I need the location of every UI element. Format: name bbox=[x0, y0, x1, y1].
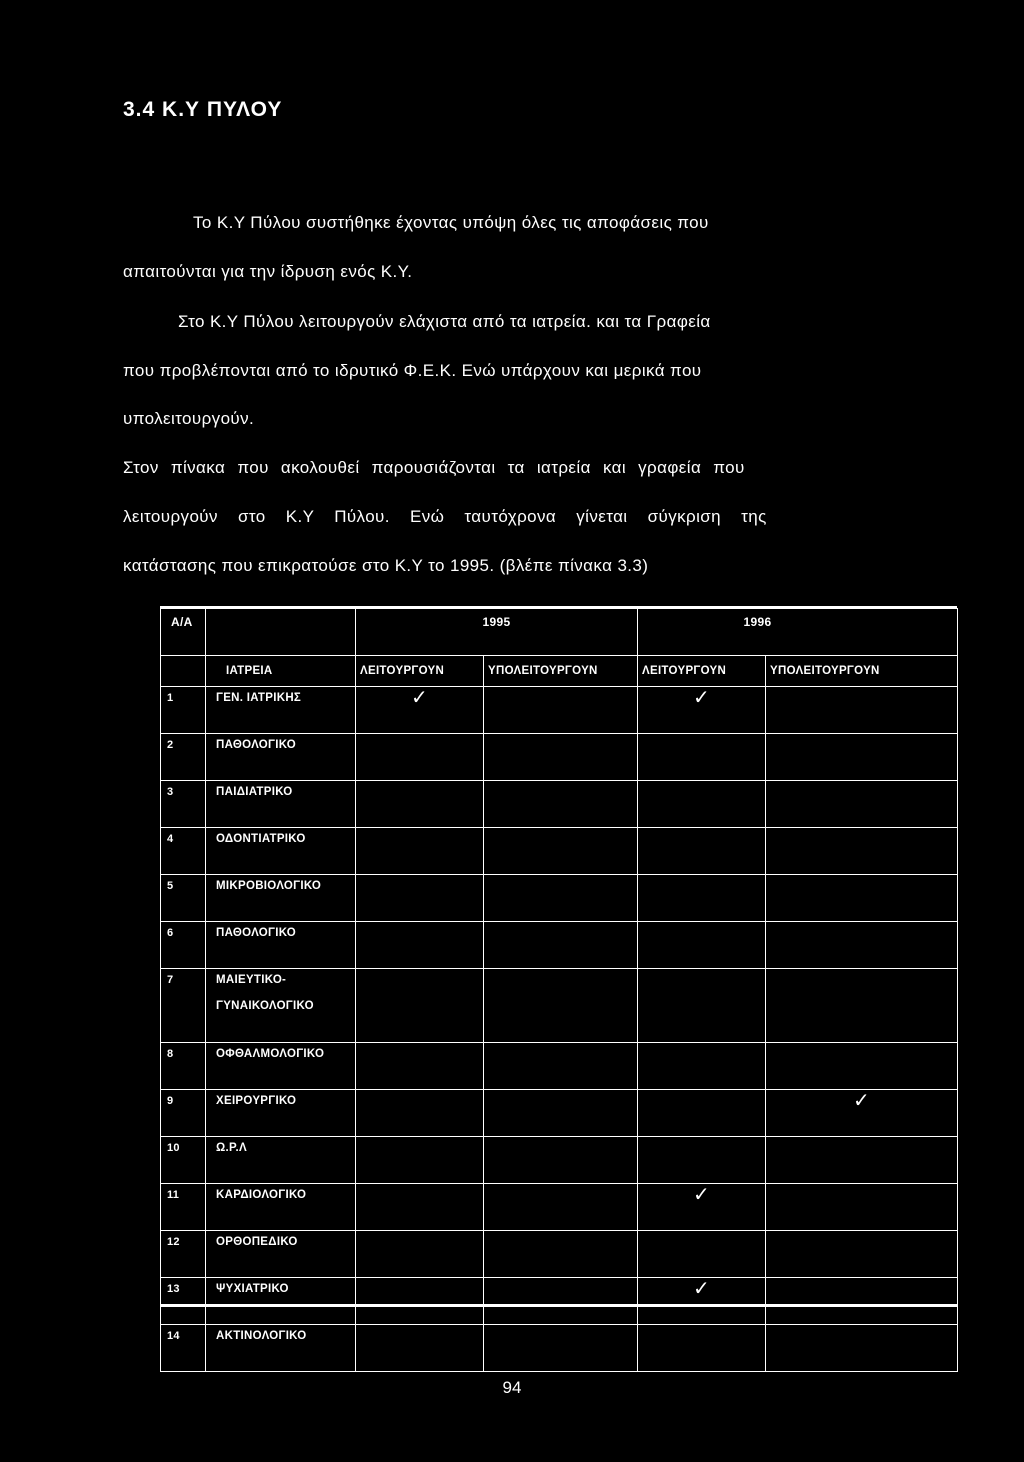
status-cell-y96 bbox=[766, 1043, 958, 1090]
clinic-name: ΜΑΙΕΥΤΙΚΟ- bbox=[216, 974, 287, 986]
table-row bbox=[161, 969, 958, 1043]
status-cell-y95 bbox=[484, 969, 638, 1043]
clinic-name-line2: ΓΥΝΑΙΚΟΛΟΓΙΚΟ bbox=[216, 1000, 314, 1012]
clinic-name: ΠΑΘΟΛΟΓΙΚΟ bbox=[216, 739, 297, 751]
status-cell-l96 bbox=[638, 1325, 766, 1372]
status-cell-l96 bbox=[638, 781, 766, 828]
table-row bbox=[161, 734, 958, 781]
status-cell-y95 bbox=[484, 1043, 638, 1090]
status-cell-l95 bbox=[356, 687, 484, 734]
check-mark-icon: ✓ bbox=[852, 1090, 871, 1112]
table-row bbox=[161, 1278, 958, 1325]
clinic-name-cell bbox=[206, 1137, 356, 1184]
status-cell-l96 bbox=[638, 1043, 766, 1090]
clinic-name-cell bbox=[206, 1090, 356, 1137]
clinic-name: ΓΕΝ. ΙΑΤΡΙΚΗΣ bbox=[216, 692, 302, 704]
status-cell-l96 bbox=[638, 734, 766, 781]
status-cell-l95 bbox=[356, 922, 484, 969]
year-1995-header: 1995 bbox=[356, 609, 638, 656]
clinic-name: ΠΑΘΟΛΟΓΙΚΟ bbox=[216, 927, 297, 939]
status-cell-l96 bbox=[638, 875, 766, 922]
status-cell-l95 bbox=[356, 1090, 484, 1137]
status-cell-y96 bbox=[766, 969, 958, 1043]
row-number: 11 bbox=[161, 1184, 206, 1231]
status-cell-l96 bbox=[638, 1184, 766, 1231]
status-cell-y96 bbox=[766, 1325, 958, 1372]
clinic-name: ΜΙΚΡΟΒΙΟΛΟΓΙΚΟ bbox=[216, 880, 322, 892]
clinic-name: ΟΡΘΟΠΕΔΙΚΟ bbox=[216, 1236, 298, 1248]
status-cell-l95 bbox=[356, 781, 484, 828]
check-mark-icon: ✓ bbox=[692, 1278, 711, 1300]
status-cell-y96 bbox=[766, 1278, 958, 1325]
clinic-name: ΧΕΙΡΟΥΡΓΙΚΟ bbox=[216, 1095, 297, 1107]
clinic-name: ΨΥΧΙΑΤΡΙΚΟ bbox=[216, 1283, 289, 1295]
status-cell-y96 bbox=[766, 1137, 958, 1184]
row-number: 2 bbox=[161, 734, 206, 781]
leitourgoun-1996-header: ΛΕΙΤΟΥΡΓΟΥΝ bbox=[638, 656, 766, 687]
status-cell-l96 bbox=[638, 969, 766, 1043]
clinic-name-cell bbox=[206, 828, 356, 875]
status-cell-y95 bbox=[484, 1231, 638, 1278]
status-cell-y95 bbox=[484, 1325, 638, 1372]
clinic-name: ΟΦΘΑΛΜΟΛΟΓΙΚΟ bbox=[216, 1048, 325, 1060]
clinic-name-cell bbox=[206, 1184, 356, 1231]
clinic-name-cell bbox=[206, 1325, 356, 1372]
ypoleitourgoun-1996-header: ΥΠΟΛΕΙΤΟΥΡΓΟΥΝ bbox=[766, 656, 958, 687]
status-cell-l95 bbox=[356, 1231, 484, 1278]
table-row bbox=[161, 1325, 958, 1372]
iatreia-header: ΙΑΤΡΕΙΑ bbox=[206, 656, 356, 687]
status-cell-y95 bbox=[484, 687, 638, 734]
clinic-name-cell bbox=[206, 875, 356, 922]
status-cell-y95 bbox=[484, 1137, 638, 1184]
row-number: 6 bbox=[161, 922, 206, 969]
clinic-name-cell bbox=[206, 781, 356, 828]
check-mark-icon: ✓ bbox=[692, 1184, 711, 1206]
table-row bbox=[161, 922, 958, 969]
check-mark-icon: ✓ bbox=[410, 687, 429, 709]
row-number: 3 bbox=[161, 781, 206, 828]
status-cell-l95 bbox=[356, 1325, 484, 1372]
clinic-name: ΟΔΟΝΤΙΑΤΡΙΚΟ bbox=[216, 833, 306, 845]
clinic-name-cell bbox=[206, 922, 356, 969]
status-cell-y95 bbox=[484, 922, 638, 969]
status-cell-l96 bbox=[638, 1090, 766, 1137]
paragraph-line-7: λειτουργούν στο Κ.Υ Πύλου. Ενώ ταυτόχρονα γίνεται σύγκριση της bbox=[123, 507, 767, 526]
status-cell-l95 bbox=[356, 1184, 484, 1231]
status-cell-y96 bbox=[766, 1231, 958, 1278]
status-cell-y95 bbox=[484, 1278, 638, 1325]
status-cell-y95 bbox=[484, 828, 638, 875]
status-cell-y95 bbox=[484, 781, 638, 828]
status-cell-y96 bbox=[766, 828, 958, 875]
status-cell-l96 bbox=[638, 1231, 766, 1278]
table-row bbox=[161, 1090, 958, 1137]
status-cell-l96 bbox=[638, 687, 766, 734]
status-cell-l95 bbox=[356, 1137, 484, 1184]
status-cell-y96 bbox=[766, 922, 958, 969]
aa-header: Α/Α bbox=[161, 609, 206, 656]
status-cell-y96 bbox=[766, 734, 958, 781]
status-cell-y96 bbox=[766, 687, 958, 734]
status-cell-l95 bbox=[356, 734, 484, 781]
row-number: 5 bbox=[161, 875, 206, 922]
clinic-name: ΚΑΡΔΙΟΛΟΓΙΚΟ bbox=[216, 1189, 307, 1201]
year-1996-header: 1996 bbox=[638, 609, 958, 656]
table-row bbox=[161, 1043, 958, 1090]
clinic-name: ΑΚΤΙΝΟΛΟΓΙΚΟ bbox=[216, 1330, 307, 1342]
status-cell-l96 bbox=[638, 1278, 766, 1325]
clinic-name-cell bbox=[206, 734, 356, 781]
clinic-name-cell bbox=[206, 1231, 356, 1278]
clinic-name-cell bbox=[206, 969, 356, 1043]
status-cell-y96 bbox=[766, 875, 958, 922]
paragraph-line-4: που προβλέπονται από το ιδρυτικό Φ.Ε.Κ. Ενώ υπάρχουν και μερικά που bbox=[123, 361, 702, 380]
row-number: 10 bbox=[161, 1137, 206, 1184]
table-row bbox=[161, 828, 958, 875]
row-number: 7 bbox=[161, 969, 206, 1043]
page-number: 94 bbox=[502, 1378, 522, 1397]
status-cell-l95 bbox=[356, 969, 484, 1043]
table-row bbox=[161, 687, 958, 734]
paragraph-line-8: κατάστασης που επικρατούσε στο Κ.Υ το 1995. (βλέπε πίνακα 3.3) bbox=[123, 556, 649, 575]
status-cell-y96 bbox=[766, 1184, 958, 1231]
clinic-name: ΠΑΙΔΙΑΤΡΙΚΟ bbox=[216, 786, 293, 798]
clinic-name-cell bbox=[206, 687, 356, 734]
status-cell-l96 bbox=[638, 828, 766, 875]
status-cell-y96 bbox=[766, 1090, 958, 1137]
row-number: 8 bbox=[161, 1043, 206, 1090]
status-cell-y95 bbox=[484, 1184, 638, 1231]
table-row bbox=[161, 781, 958, 828]
status-cell-l96 bbox=[638, 1137, 766, 1184]
row-number: 13 bbox=[161, 1278, 206, 1325]
row-number: 4 bbox=[161, 828, 206, 875]
status-cell-y95 bbox=[484, 1090, 638, 1137]
status-cell-l95 bbox=[356, 875, 484, 922]
table-header-years bbox=[161, 609, 958, 656]
table-row bbox=[161, 1137, 958, 1184]
paragraph-line-2: απαιτούνται για την ίδρυση ενός Κ.Υ. bbox=[123, 262, 413, 281]
row-number: 9 bbox=[161, 1090, 206, 1137]
table-row bbox=[161, 1231, 958, 1278]
paragraph-line-1: Το Κ.Υ Πύλου συστήθηκε έχοντας υπόψη όλες τις αποφάσεις που bbox=[193, 213, 709, 232]
clinic-name-cell bbox=[206, 1043, 356, 1090]
paragraph-line-6: Στον πίνακα που ακολουθεί παρουσιάζονται τα ιατρεία και γραφεία που bbox=[123, 458, 745, 477]
status-cell-y95 bbox=[484, 875, 638, 922]
status-cell-l96 bbox=[638, 922, 766, 969]
status-cell-y96 bbox=[766, 781, 958, 828]
row-number: 14 bbox=[161, 1325, 206, 1372]
section-heading: 3.4 Κ.Υ ΠΥΛΟΥ bbox=[123, 98, 283, 121]
clinic-name: Ω.Ρ.Λ bbox=[216, 1142, 247, 1154]
status-cell-l95 bbox=[356, 1043, 484, 1090]
table-row bbox=[161, 875, 958, 922]
ypoleitourgoun-1995-header: ΥΠΟΛΕΙΤΟΥΡΓΟΥΝ bbox=[484, 656, 638, 687]
paragraph-line-5: υπολειτουργούν. bbox=[123, 409, 255, 428]
check-mark-icon: ✓ bbox=[692, 687, 711, 709]
row-number: 12 bbox=[161, 1231, 206, 1278]
leitourgoun-1995-header: ΛΕΙΤΟΥΡΓΟΥΝ bbox=[356, 656, 484, 687]
paragraph-line-3: Στο Κ.Υ Πύλου λειτουργούν ελάχιστα από τα ιατρεία. και τα Γραφεία bbox=[178, 312, 711, 331]
table-header-columns bbox=[161, 656, 958, 687]
clinic-name-cell bbox=[206, 1278, 356, 1325]
status-cell-y95 bbox=[484, 734, 638, 781]
table-row bbox=[161, 1184, 958, 1231]
comparison-table bbox=[160, 606, 957, 1342]
status-cell-l95 bbox=[356, 828, 484, 875]
status-cell-l95 bbox=[356, 1278, 484, 1325]
row-number: 1 bbox=[161, 687, 206, 734]
